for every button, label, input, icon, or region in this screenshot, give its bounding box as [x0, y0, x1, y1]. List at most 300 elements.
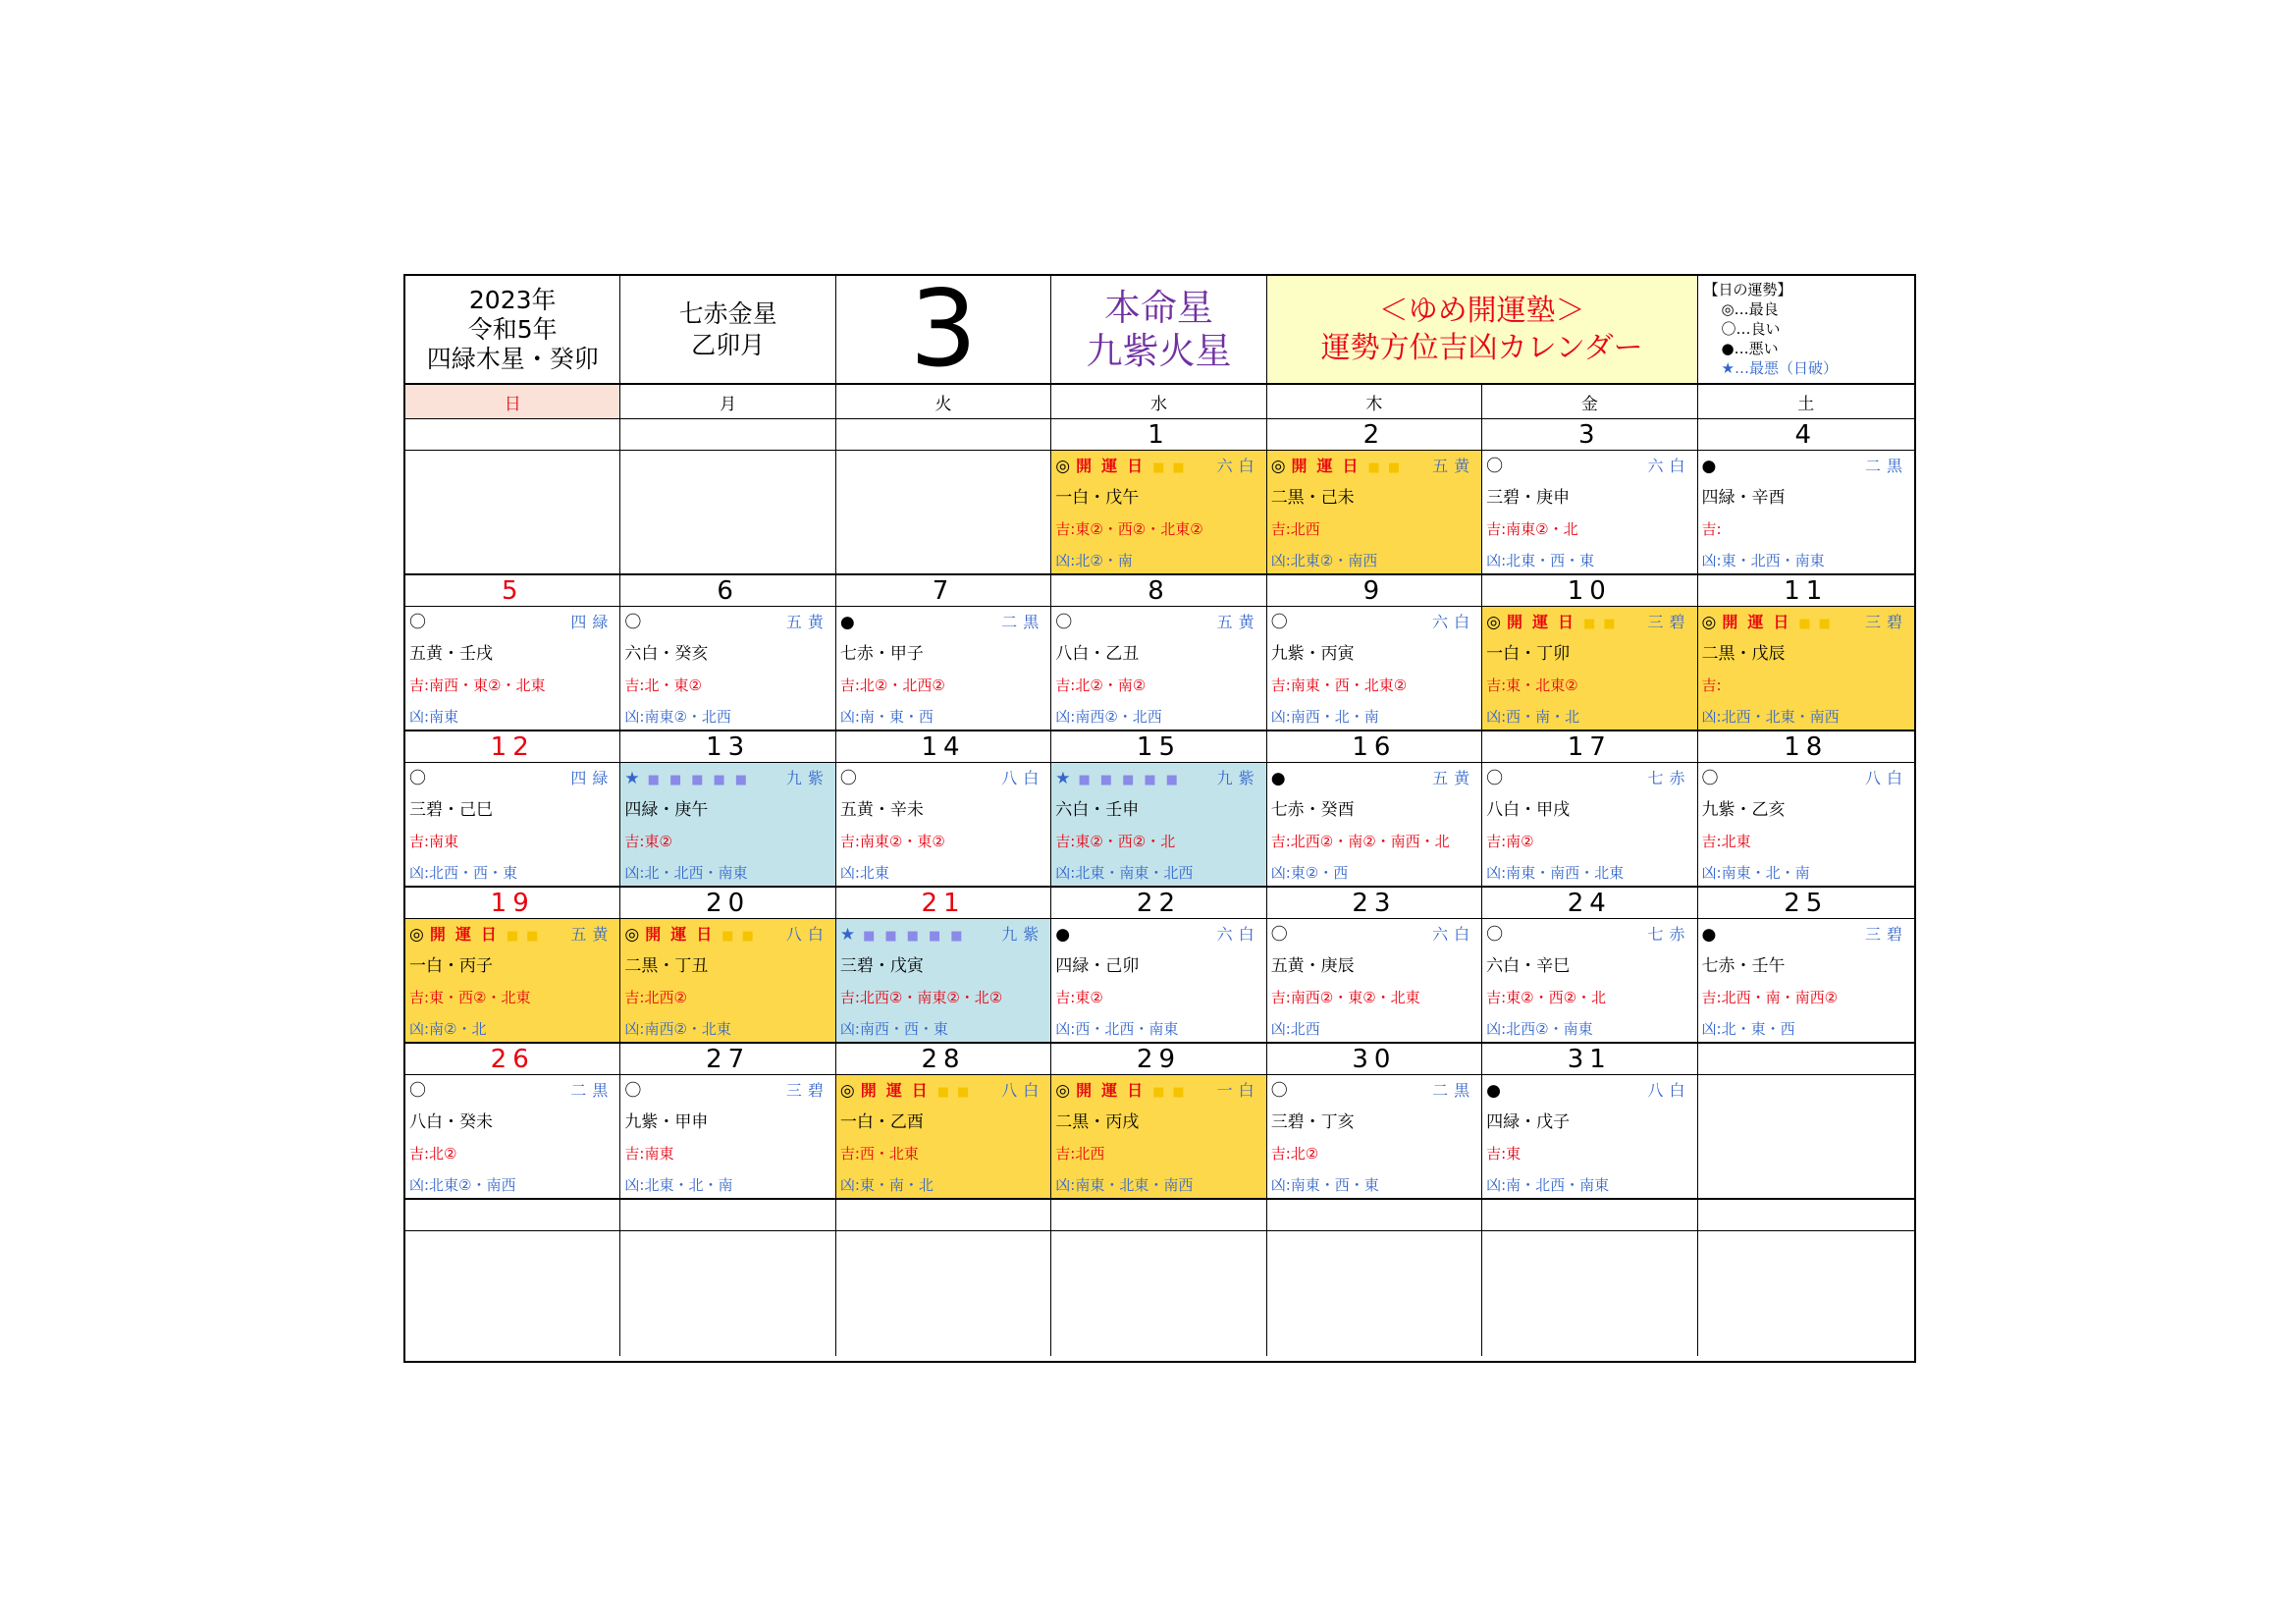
weekday-header: 月 [620, 385, 835, 419]
fortune-mark: ● [1055, 925, 1071, 945]
day-cell [836, 1231, 1051, 1356]
legend-best: ◎…最良 [1721, 300, 1779, 318]
lucky-directions: 吉:南東②・北 [1486, 520, 1578, 538]
day-fortune-line [620, 919, 834, 950]
fortune-mark: ★ [624, 769, 640, 788]
fortune-mark: 〇 [1486, 769, 1504, 788]
day-kanshi: 七赤・甲子 [839, 644, 924, 664]
unlucky-directions: 凶:北東 [839, 864, 889, 882]
fortune-mark: ◎ [409, 925, 424, 945]
fortune-mark: ● [839, 613, 855, 632]
day-fortune-line [1482, 1075, 1696, 1107]
lucky-directions: 吉:東② [624, 833, 672, 850]
date-number: 31 [1482, 1044, 1697, 1075]
date-number-row [405, 731, 1914, 763]
day-fortune-line [620, 1075, 834, 1107]
day-cell [405, 1075, 620, 1200]
fortune-mark: 〇 [1270, 1081, 1288, 1101]
day-cell [620, 919, 835, 1044]
day-kanshi: 九紫・乙亥 [1701, 800, 1786, 820]
day-star: 八白 [1647, 1081, 1691, 1100]
day-kanshi: 一白・戊午 [1055, 488, 1140, 508]
day-star: 四緑 [570, 613, 614, 631]
day-cell [1051, 763, 1266, 888]
day-fortune-line [836, 1075, 1050, 1107]
fortune-mark: 〇 [1270, 613, 1288, 632]
day-body-row [405, 607, 1914, 731]
lucky-directions: 吉:南東②・東② [839, 833, 945, 850]
day-body-row [405, 763, 1914, 888]
day-star: 二黒 [1001, 613, 1045, 631]
date-number: 7 [836, 575, 1051, 607]
date-number [620, 419, 835, 451]
date-number: 18 [1698, 731, 1914, 763]
date-number: 28 [836, 1044, 1051, 1075]
date-number [1267, 1200, 1482, 1231]
fortune-mark: ● [1486, 1081, 1501, 1101]
day-body-row [405, 1231, 1914, 1356]
weekday-header: 火 [836, 385, 1051, 419]
lucky-directions: 吉:北西②・南東②・北② [839, 989, 1003, 1006]
year-star-line: 四緑木星・癸卯 [426, 344, 599, 373]
date-number: 30 [1267, 1044, 1482, 1075]
day-cell [1267, 919, 1482, 1044]
day-cell [1267, 763, 1482, 888]
fortune-mark: 〇 [1701, 769, 1719, 788]
fortune-mark: 〇 [624, 1081, 642, 1101]
month-star-line: 七赤金星 [678, 298, 777, 328]
day-fortune-line [405, 1075, 619, 1107]
fortune-mark: ◎ [1701, 613, 1717, 632]
unlucky-directions: 凶:南東・西・東 [1270, 1176, 1379, 1194]
day-cell [1267, 607, 1482, 731]
day-cell [620, 451, 835, 575]
day-cell [1698, 1231, 1914, 1356]
unlucky-directions: 凶:北西・北東・南西 [1701, 708, 1840, 726]
date-number [1051, 1200, 1266, 1231]
day-cell [836, 451, 1051, 575]
day-body-row [405, 919, 1914, 1044]
lucky-directions: 吉:北・東② [624, 677, 702, 694]
day-cell [405, 763, 620, 888]
day-kanshi: 四緑・戊子 [1486, 1112, 1571, 1132]
kaiun-decoration: ■■ [1367, 460, 1409, 475]
date-number: 2 [1267, 419, 1482, 451]
day-fortune-line [1482, 919, 1696, 950]
lucky-directions: 吉:南西②・東②・北東 [1270, 989, 1420, 1006]
date-number-row [405, 1044, 1914, 1075]
day-star: 四緑 [570, 769, 614, 787]
fortune-mark: 〇 [1486, 457, 1504, 476]
unlucky-directions: 凶:南東 [409, 708, 459, 726]
date-number: 5 [405, 575, 620, 607]
kaiun-label: 開運日 [1076, 457, 1153, 475]
fortune-mark: ★ [839, 925, 856, 945]
day-fortune-line [1267, 607, 1481, 638]
unlucky-directions: 凶:南東・北・南 [1701, 864, 1810, 882]
kaiun-label: 開運日 [1076, 1081, 1153, 1100]
day-kanshi: 六白・壬申 [1055, 800, 1140, 820]
day-kanshi: 三碧・庚申 [1486, 488, 1571, 508]
day-kanshi: 一白・丁卯 [1486, 644, 1571, 664]
day-kanshi: 四緑・庚午 [624, 800, 709, 820]
lucky-directions: 吉:南② [1486, 833, 1534, 850]
date-number: 9 [1267, 575, 1482, 607]
day-fortune-line [620, 763, 834, 794]
unlucky-directions: 凶:北・東・西 [1701, 1020, 1795, 1038]
lucky-directions: 吉:東②・西②・北 [1486, 989, 1607, 1006]
day-star: 二黒 [1864, 457, 1908, 475]
day-cell [836, 919, 1051, 1044]
legend-good: 〇…良い [1721, 320, 1781, 338]
kaiun-label: 開運日 [1506, 613, 1583, 631]
lucky-directions: 吉:北②・北西② [839, 677, 945, 694]
legend-title: 【日の運勢】 [1703, 281, 1792, 298]
kaiun-decoration: ■■ [1798, 617, 1839, 631]
day-fortune-line [836, 607, 1050, 638]
day-cell [1482, 1075, 1697, 1200]
day-cell [1051, 1075, 1266, 1200]
unlucky-directions: 凶:北東②・南西 [1270, 552, 1378, 569]
day-kanshi: 二黒・己未 [1270, 488, 1355, 508]
day-kanshi: 四緑・己卯 [1055, 956, 1140, 976]
date-number [836, 419, 1051, 451]
lucky-directions: 吉:北西・南・南西② [1701, 989, 1839, 1006]
day-cell [1051, 919, 1266, 1044]
lucky-directions: 吉:北西②・南②・南西・北 [1270, 833, 1450, 850]
day-kanshi: 三碧・戊寅 [839, 956, 924, 976]
kaiun-decoration: ■■ [506, 929, 547, 944]
legend-worst: ★…最悪（日破） [1721, 359, 1838, 377]
day-star: 八白 [1001, 1081, 1045, 1100]
day-fortune-line [1267, 451, 1481, 482]
day-star: 六白 [1647, 457, 1691, 475]
day-kanshi: 九紫・丙寅 [1270, 644, 1355, 664]
day-cell [1482, 919, 1697, 1044]
calendar-table [403, 274, 1916, 1363]
day-kanshi: 二黒・丙戌 [1055, 1112, 1140, 1132]
day-cell [1698, 1075, 1914, 1200]
lucky-directions: 吉:東 [1486, 1145, 1522, 1163]
unlucky-directions: 凶:北東・南東・北西 [1055, 864, 1194, 882]
fortune-mark: ◎ [839, 1081, 855, 1101]
honmei-star: 九紫火星 [1086, 329, 1232, 372]
kaiun-decoration: ■■ [1152, 460, 1193, 475]
day-cell [1051, 1231, 1266, 1356]
day-star: 三碧 [1647, 613, 1691, 631]
day-cell [1482, 763, 1697, 888]
lucky-directions: 吉:北西 [1270, 520, 1320, 538]
date-number: 21 [836, 888, 1051, 919]
day-fortune-line [1051, 607, 1265, 638]
unlucky-directions: 凶:南・東・西 [839, 708, 934, 726]
day-star: 二黒 [570, 1081, 614, 1100]
day-fortune-line [405, 607, 619, 638]
lucky-directions: 吉:東・西②・北東 [409, 989, 531, 1006]
fortune-mark: ◎ [624, 925, 640, 945]
weekday-header: 日 [405, 385, 620, 419]
day-fortune-line [1482, 451, 1696, 482]
unlucky-directions: 凶:南②・北 [409, 1020, 487, 1038]
unlucky-directions: 凶:東・南・北 [839, 1176, 934, 1194]
day-kanshi: 八白・癸未 [409, 1112, 493, 1132]
header-row [405, 276, 1914, 385]
date-number: 29 [1051, 1044, 1266, 1075]
day-fortune-line [1267, 763, 1481, 794]
day-fortune-line [1698, 763, 1914, 794]
day-star: 九紫 [785, 769, 829, 787]
day-cell [620, 763, 835, 888]
fortune-mark: 〇 [624, 613, 642, 632]
unlucky-directions: 凶:南東②・北西 [624, 708, 731, 726]
date-number: 8 [1051, 575, 1266, 607]
day-fortune-line [1051, 451, 1265, 482]
unlucky-directions: 凶:東・北西・南東 [1701, 552, 1825, 569]
date-number [405, 419, 620, 451]
day-kanshi: 五黄・辛未 [839, 800, 924, 820]
day-star: 三碧 [1864, 925, 1908, 944]
lucky-directions: 吉:南東・西・北東② [1270, 677, 1408, 694]
day-star: 八白 [785, 925, 829, 944]
day-kanshi: 九紫・甲申 [624, 1112, 709, 1132]
date-number-row [405, 1200, 1914, 1231]
day-star: 七赤 [1647, 925, 1691, 944]
kaiun-decoration: ■■ [721, 929, 762, 944]
lucky-directions: 吉:北西 [1055, 1145, 1105, 1163]
month-kanshi-line: 乙卯月 [691, 330, 766, 359]
honmei-label: 本命星 [1103, 286, 1213, 329]
fortune-mark: ◎ [1270, 457, 1286, 476]
fortune-mark: ● [1701, 925, 1717, 945]
unlucky-directions: 凶:南西・西・東 [839, 1020, 948, 1038]
unlucky-directions: 凶:南・北西・南東 [1486, 1176, 1610, 1194]
fortune-mark: ● [1270, 769, 1286, 788]
day-kanshi: 六白・癸亥 [624, 644, 709, 664]
fortune-mark: 〇 [1486, 925, 1504, 945]
lucky-directions: 吉:東②・西②・北 [1055, 833, 1176, 850]
day-fortune-line [1698, 451, 1914, 482]
kaiun-decoration: ■■ [936, 1085, 978, 1100]
unlucky-directions: 凶:南東・南西・北東 [1486, 864, 1625, 882]
day-star: 五黄 [1432, 769, 1476, 787]
date-number-row [405, 419, 1914, 451]
day-fortune-line [1051, 1075, 1265, 1107]
day-cell [1698, 607, 1914, 731]
date-number: 10 [1482, 575, 1697, 607]
unlucky-directions: 凶:東②・西 [1270, 864, 1349, 882]
hagai-decoration: ■■■■■ [863, 929, 973, 944]
day-star: 九紫 [1216, 769, 1260, 787]
fortune-mark: 〇 [1055, 613, 1073, 632]
date-number [405, 1200, 620, 1231]
unlucky-directions: 凶:北西②・南東 [1486, 1020, 1593, 1038]
date-number [1482, 1200, 1697, 1231]
date-number: 19 [405, 888, 620, 919]
weekday-header: 木 [1267, 385, 1482, 419]
day-body-row [405, 451, 1914, 575]
day-cell [620, 607, 835, 731]
date-number-row [405, 888, 1914, 919]
date-number: 20 [620, 888, 835, 919]
day-star: 三碧 [1864, 613, 1908, 631]
day-star: 八白 [1001, 769, 1045, 787]
year-line: 2023年 [468, 285, 557, 314]
weeks [405, 419, 1914, 1356]
day-cell [620, 1075, 835, 1200]
day-cell [1267, 451, 1482, 575]
title-text: 運勢方位吉凶カレンダー [1320, 330, 1643, 365]
day-star: 九紫 [1001, 925, 1045, 944]
lucky-directions: 吉:南東 [409, 833, 459, 850]
day-cell [405, 607, 620, 731]
weekday-header: 土 [1698, 385, 1914, 419]
day-cell [1698, 919, 1914, 1044]
day-cell [405, 919, 620, 1044]
day-cell [1698, 451, 1914, 575]
unlucky-directions: 凶:北東・北・南 [624, 1176, 733, 1194]
date-number [620, 1200, 835, 1231]
lucky-directions: 吉: [1701, 520, 1722, 538]
year-cell [405, 276, 620, 385]
day-fortune-line [1267, 1075, 1481, 1107]
date-number: 16 [1267, 731, 1482, 763]
day-star: 六白 [1432, 613, 1476, 631]
unlucky-directions: 凶:北東・西・東 [1486, 552, 1595, 569]
date-number: 12 [405, 731, 620, 763]
fortune-mark: 〇 [409, 613, 426, 632]
date-number [1698, 1044, 1914, 1075]
date-number: 25 [1698, 888, 1914, 919]
kaiun-decoration: ■■ [1582, 617, 1624, 631]
fortune-mark: 〇 [839, 769, 857, 788]
day-kanshi: 八白・甲戌 [1486, 800, 1571, 820]
day-body-row [405, 1075, 1914, 1200]
day-cell [405, 1231, 620, 1356]
day-fortune-line [1482, 607, 1696, 638]
day-cell [1698, 763, 1914, 888]
hagai-decoration: ■■■■■ [647, 773, 758, 787]
day-star: 五黄 [785, 613, 829, 631]
month-star-cell [620, 276, 835, 385]
date-number: 22 [1051, 888, 1266, 919]
lucky-directions: 吉:北② [1270, 1145, 1319, 1163]
day-kanshi: 七赤・壬午 [1701, 956, 1786, 976]
date-number: 6 [620, 575, 835, 607]
date-number: 23 [1267, 888, 1482, 919]
day-star: 五黄 [570, 925, 614, 944]
lucky-directions: 吉:東② [1055, 989, 1103, 1006]
kaiun-label: 開運日 [429, 925, 507, 944]
fortune-mark: ● [1701, 457, 1717, 476]
day-fortune-line [1698, 607, 1914, 638]
day-cell [1267, 1231, 1482, 1356]
unlucky-directions: 凶:西・南・北 [1486, 708, 1580, 726]
day-fortune-line [405, 919, 619, 950]
day-fortune-line [836, 919, 1050, 950]
day-star: 五黄 [1216, 613, 1260, 631]
unlucky-directions: 凶:北②・南 [1055, 552, 1133, 569]
title-brand: ＜ゆめ開運塾＞ [1378, 293, 1585, 328]
day-fortune-line [1051, 919, 1265, 950]
day-kanshi: 一白・丙子 [409, 956, 493, 976]
day-fortune-line [405, 763, 619, 794]
fortune-mark: ◎ [1055, 457, 1071, 476]
legend-cell [1698, 276, 1914, 385]
date-number: 11 [1698, 575, 1914, 607]
day-kanshi: 三碧・己巳 [409, 800, 493, 820]
weekday-header: 水 [1051, 385, 1266, 419]
unlucky-directions: 凶:西・北西・南東 [1055, 1020, 1179, 1038]
unlucky-directions: 凶:北東②・南西 [409, 1176, 516, 1194]
day-star: 六白 [1216, 925, 1260, 944]
lucky-directions: 吉: [1701, 677, 1722, 694]
day-star: 七赤 [1647, 769, 1691, 787]
date-number: 1 [1051, 419, 1266, 451]
date-number: 13 [620, 731, 835, 763]
unlucky-directions: 凶:北・北西・南東 [624, 864, 748, 882]
unlucky-directions: 凶:南西・北・南 [1270, 708, 1379, 726]
lucky-directions: 吉:北西② [624, 989, 687, 1006]
day-cell [1267, 1075, 1482, 1200]
lucky-directions: 吉:東・北東② [1486, 677, 1578, 694]
day-cell [620, 1231, 835, 1356]
day-cell [405, 451, 620, 575]
lucky-directions: 吉:北②・南② [1055, 677, 1147, 694]
era-line: 令和5年 [467, 314, 558, 344]
day-star: 六白 [1432, 925, 1476, 944]
day-star: 六白 [1216, 457, 1260, 475]
date-number: 24 [1482, 888, 1697, 919]
lucky-directions: 吉:南西・東②・北東 [409, 677, 546, 694]
lucky-directions: 吉:北② [409, 1145, 457, 1163]
day-cell [1051, 607, 1266, 731]
date-number [836, 1200, 1051, 1231]
date-number: 14 [836, 731, 1051, 763]
day-star: 二黒 [1432, 1081, 1476, 1100]
kaiun-decoration: ■■ [1152, 1085, 1193, 1100]
date-number: 4 [1698, 419, 1914, 451]
kaiun-label: 開運日 [1291, 457, 1368, 475]
fortune-mark: ★ [1055, 769, 1071, 788]
day-kanshi: 八白・乙丑 [1055, 644, 1140, 664]
day-cell [836, 763, 1051, 888]
fortune-mark: 〇 [409, 1081, 426, 1101]
kaiun-label: 開運日 [860, 1081, 937, 1100]
day-cell [1482, 1231, 1697, 1356]
fortune-mark: ◎ [1055, 1081, 1071, 1101]
day-kanshi: 四緑・辛酉 [1701, 488, 1786, 508]
kaiun-label: 開運日 [1722, 613, 1799, 631]
day-star: 五黄 [1432, 457, 1476, 475]
fortune-mark: ◎ [1486, 613, 1501, 632]
title-cell [1267, 276, 1698, 385]
unlucky-directions: 凶:南西②・北西 [1055, 708, 1162, 726]
lucky-directions: 吉:西・北東 [839, 1145, 919, 1163]
date-number [1698, 1200, 1914, 1231]
fortune-mark: 〇 [1270, 925, 1288, 945]
day-kanshi: 五黄・庚辰 [1270, 956, 1355, 976]
kaiun-label: 開運日 [645, 925, 722, 944]
day-cell [836, 1075, 1051, 1200]
day-kanshi: 二黒・戊辰 [1701, 644, 1786, 664]
unlucky-directions: 凶:南東・北東・南西 [1055, 1176, 1194, 1194]
lucky-directions: 吉:北東 [1701, 833, 1751, 850]
date-number: 26 [405, 1044, 620, 1075]
day-fortune-line [1482, 763, 1696, 794]
day-star: 八白 [1864, 769, 1908, 787]
month-number: 3 [909, 276, 978, 385]
day-kanshi: 三碧・丁亥 [1270, 1112, 1355, 1132]
